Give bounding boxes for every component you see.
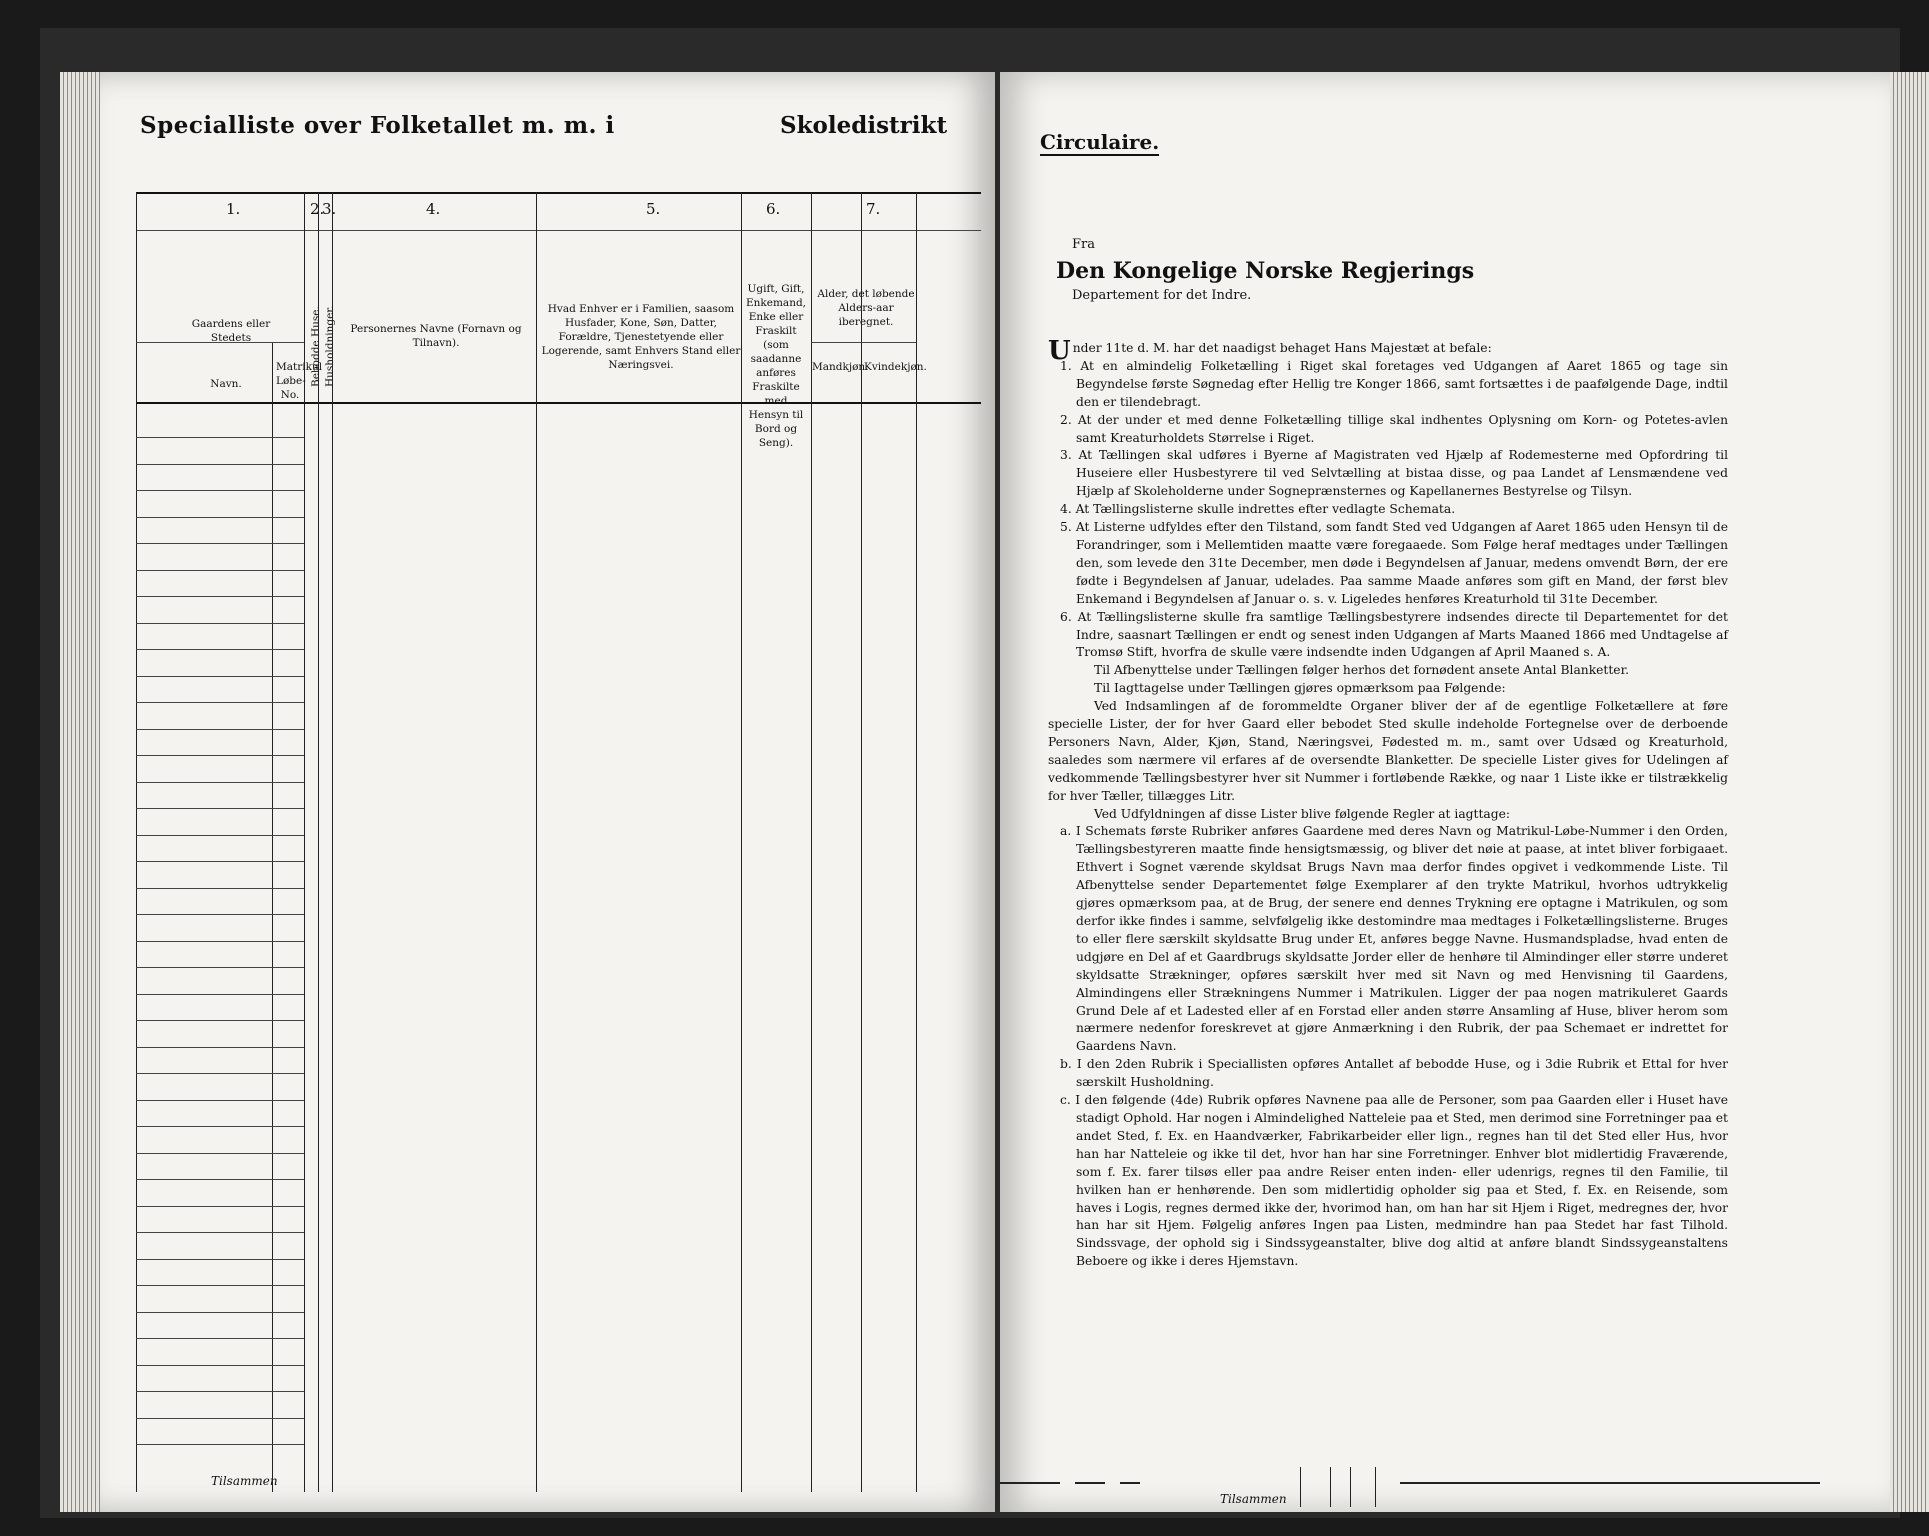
col1-sub-rule <box>272 342 273 1492</box>
col-number-5: 5. <box>646 200 661 218</box>
item-2: 2. At der under et med denne Folketælling tillige skal indhentes Oplysning om Korn- og Potetes-avlen samt Kreaturholdets Størrelse i Riget. <box>1060 412 1728 445</box>
total-rule <box>1075 1482 1105 1484</box>
table-row-rule <box>136 1391 304 1392</box>
col-number-3: 3. <box>322 200 337 218</box>
table-row-rule <box>136 941 304 942</box>
col-number-2: 2. <box>310 200 325 218</box>
table-row-rule <box>136 861 304 862</box>
table-row-rule <box>136 914 304 915</box>
table-row-rule <box>136 782 304 783</box>
table-row-rule <box>136 967 304 968</box>
table-row-rule <box>136 835 304 836</box>
right-page <box>1000 72 1890 1512</box>
circulaire-title: Circulaire. <box>1040 130 1160 154</box>
table-column-rule <box>861 192 862 1492</box>
table-row-rule <box>136 808 304 809</box>
book-spread <box>40 28 1900 1518</box>
drop-cap: U <box>1048 336 1071 366</box>
col3-heading: Husholdninger. <box>324 305 336 387</box>
col7-heading: Alder, det løbende Alders-aar iberegnet. <box>817 288 915 328</box>
table-row-rule <box>136 676 304 677</box>
table-column-rule <box>332 192 333 1492</box>
table-row-rule <box>136 729 304 730</box>
table-row-rule <box>136 464 304 465</box>
department-name: Den Kongelige Norske Regjerings <box>1056 258 1475 284</box>
table-row-rule <box>136 1418 304 1419</box>
table-row-rule <box>136 623 304 624</box>
col2-heading: Bebodde Huse. <box>310 306 322 387</box>
table-column-rule <box>741 192 742 1492</box>
item-6: 6. At Tællingslisterne skulle fra samtlige Tællingsbestyrere indsendes directe til Departementet for det Indre, saasnart Tællingen er endt og senest inden Udgangen af Marts Maaned 1866 med Undtagelse af Tromsø Stift, hvorfra de skulle være indsendte inden Udgangen af April Maaned s. A. <box>1060 609 1728 660</box>
col1-sub-matrikul: Matrikul Løbe-No. <box>276 361 323 401</box>
table-row-rule <box>136 1365 304 1366</box>
table-row-rule <box>136 994 304 995</box>
table-row-rule <box>136 1259 304 1260</box>
col-number-4: 4. <box>426 200 441 218</box>
col7-sub-kvindekjon: Kvindekjøn. <box>864 361 927 373</box>
rule-c: c. I den følgende (4de) Rubrik opføres Navnene paa alle de Personer, som paa Gaarden eller i Huset have stadigt Ophold. Har nogen i Almindelighed Natteleie paa et Sted, men derimod sine Forretninger paa et andet Sted, f. Ex. en Haandværker, Fabrikarbeider eller lign., regnes han til det Sted eller Hus, hvor han har Natteleie og ikke til det, hvor han har sine Forretninger. Enhver blot midlertidig Fraværende, som f. Ex. farer tilsøs eller paa andre Reiser enten inden- eller udenrigs, regnes til den Familie, til hvilken han er henhørende. Den som midlertidig opholder sig paa et Sted, f. Ex. en Reisende, som haves i Logis, regnes dermed ikke der, hvorimod han, om han har sit Hjem i Riget, medregnes der, hvor han har sit Hjem. Følgelig anføres Ingen paa Listen, medmindre han paa Stedet har fast Tilhold. Sindssvage, der ophold sig i Sindssygeanstalter, blive dog altid at anføre blandt Sindssygeanstaltens Beboere og ikke i deres Hjemstavn. <box>1060 1093 1728 1269</box>
col5-heading: Hvad Enhver er i Familien, saasom Husfader, Kone, Søn, Datter, Forældre, Tjenestetyende eller Logerende, samt Enhvers Stand eller Næringsvei. <box>541 303 741 371</box>
table-row-rule <box>136 1312 304 1313</box>
col-number-7: 7. <box>866 200 881 218</box>
total-rule <box>1120 1482 1140 1484</box>
total-rule <box>1400 1482 1820 1484</box>
table-row-rule <box>136 1444 304 1445</box>
total-tick <box>1375 1467 1376 1507</box>
table-header-rule <box>136 402 981 404</box>
table-row-rule <box>136 755 304 756</box>
fra-label: Fra <box>1072 237 1095 252</box>
table-row-rule <box>136 596 304 597</box>
para-indsamlingen: Ved Indsamlingen af de forommeldte Organer bliver der af de egentlige Folketællere at føre specielle Lister, der for hver Gaard eller bebodet Sted skulle indeholde Fortegnelse over de derboende Personers Navn, Alder, Kjøn, Stand, Næringsvei, Fødested m. m., samt over Udsæd og Kreaturhold, saaledes som nærmere vil erfares af de oversendte Blanketter. De specielle Lister gives for Udelingen af vedkommende Tællingsbestyrer hver sit Nummer i fortløbende Række, og naar 1 Liste ikke er tilstrækkelig for hver Tæller, tillægges Litr. <box>1048 699 1728 803</box>
circular-body <box>1048 336 1728 1271</box>
table-column-rule <box>811 192 812 1492</box>
left-tilsammen: Tilsammen <box>211 1474 278 1488</box>
table-row-rule <box>136 1100 304 1101</box>
census-table <box>136 192 981 1492</box>
col7-sub-hrule <box>811 342 916 343</box>
table-row-rule <box>136 543 304 544</box>
col1-sub-navn: Navn. <box>210 378 242 390</box>
table-row-rule <box>136 888 304 889</box>
right-tilsammen: Tilsammen <box>1220 1492 1287 1506</box>
col-number-1: 1. <box>226 200 241 218</box>
table-column-rule <box>318 192 319 1492</box>
table-column-rule <box>304 192 305 1492</box>
table-row-rule <box>136 1285 304 1286</box>
table-row-rule <box>136 517 304 518</box>
table-row-rule <box>136 490 304 491</box>
left-page-header-district: Skoledistrikt <box>780 112 948 139</box>
col1-sub-hrule <box>136 342 304 343</box>
item-4: 4. At Tællingslisterne skulle indrettes efter vedlagte Schemata. <box>1060 502 1456 517</box>
table-column-rule <box>136 192 137 1492</box>
para-blanketter: Til Afbenyttelse under Tællingen følger herhos det fornødent ansete Antal Blanketter. <box>1094 663 1630 678</box>
table-column-rule <box>916 192 917 1492</box>
left-page-edges <box>60 72 100 1512</box>
table-row-rule <box>136 437 304 438</box>
table-row-rule <box>136 1232 304 1233</box>
table-row-rule <box>136 649 304 650</box>
col1-heading: Gaardens eller Stedets <box>191 318 271 344</box>
item-5: 5. At Listerne udfyldes efter den Tilstand, som fandt Sted ved Udgangen af Aaret 1865 uden Hensyn til de Forandringer, som i Mellemtiden maatte være foregaaede. Som Følge heraf medtages under Tællingen den, som levede den 31te December, men døde i Begyndelsen af Januar, medens omvendt Børn, der ere fødte i Begyndelsen af Januar, udelades. Paa samme Maade anføres som gift en Mand, der først blev Enkemand i Begyndelsen af Januar o. s. v. Ligeledes henføres Kreaturhold til 31te December. <box>1060 520 1728 606</box>
rule-a: a. I Schemats første Rubriker anføres Gaardene med deres Navn og Matrikul-Løbe-Nummer i den Orden, Tællingsbestyreren maatte finde hensigtsmæssig, og bliver det nøie at paase, at intet bliver forbigaaet. Ethvert i Sognet værende skyldsat Brugs Navn maa derfor findes opgivet i vedkommende Liste. Til Afbenyttelse sender Departementet følge Exemplarer af den trykte Matrikul, hvorhos udtrykkelig gjøres opmærksom paa, at de Brug, der senere end dennes Trykning ere optagne i Matrikulen, og som derfor ikke findes i samme, selvfølgelig ikke destomindre maa medtages i Folketællingslisterne. Bruges to eller flere særskilt skyldsatte Brug under Et, anføres begge Navne. Husmandspladse, hvad enten de udgjøre en Del af et Gaardbrugs skyldsatte Jorder eller de henhøre til Almindinger eller større underet skyldsatte Strækninger, opføres særskilt hver med sit Navn og med Henvisning til Gaardens, Almindingens eller Strækningens Nummer i Matrikulen. Ligger der paa nogen matrikuleret Gaards Grund Dele af et Ladested eller af en Forstad eller anden større Ansamling af Huse, bliver herom som nærmere nedenfor foreskrevet at gjøre Anmærkning i den Rubrik, der paa Schemaet er indrettet for Gaardens Navn. <box>1060 824 1728 1054</box>
total-rule <box>1000 1482 1060 1484</box>
item-3: 3. At Tællingen skal udføres i Byerne af Magistraten ved Hjælp af Rodemesterne med Opfordring til Huseiere eller Husbestyrere til ved Selvtælling at bistaa disse, og paa Landet af Lensmændene ved Hjælp af Skoleholderne under Sogneprænsternes og Kapellanernes Bestyrelse og Tilsyn. <box>1060 448 1728 499</box>
total-tick <box>1300 1467 1301 1507</box>
table-row-rule <box>136 702 304 703</box>
left-page-header: Specialliste over Folketallet m. m. i <box>140 112 615 139</box>
col-number-6: 6. <box>766 200 781 218</box>
right-page-edges <box>1890 72 1929 1512</box>
table-row-rule <box>136 1047 304 1048</box>
total-tick <box>1330 1467 1331 1507</box>
left-page <box>100 72 995 1512</box>
table-row-rule <box>136 1020 304 1021</box>
intro-text: nder 11te d. M. har det naadigst behaget Hans Majestæt at befale: <box>1072 341 1492 355</box>
table-top-rule <box>136 192 981 194</box>
table-column-rule <box>536 192 537 1492</box>
table-row-rule <box>136 1338 304 1339</box>
table-row-rule <box>136 1206 304 1207</box>
para-iagttagelse: Til Iagttagelse under Tællingen gjøres opmærksom paa Følgende: <box>1094 681 1506 696</box>
col7-sub-mandkjon: Mandkjøn. <box>812 361 869 373</box>
col6-heading: Ugift, Gift, Enkemand, Enke eller Fraskilt (som saadanne anføres Fraskilte med Hensyn til Bord og Seng). <box>745 283 807 449</box>
para-udfyldningen: Ved Udfyldningen af disse Lister blive følgende Regler at iagttage: <box>1094 806 1511 821</box>
rule-b: b. I den 2den Rubrik i Speciallisten opføres Antallet af bebodde Huse, og i 3die Rubrik et Ettal for hver særskilt Husholdning. <box>1060 1057 1728 1090</box>
table-row-rule <box>136 1073 304 1074</box>
table-row-rule <box>136 1126 304 1127</box>
table-number-rule <box>136 230 981 231</box>
department-subtitle: Departement for det Indre. <box>1072 288 1252 303</box>
total-tick <box>1350 1467 1351 1507</box>
col4-heading: Personernes Navne (Fornavn og Tilnavn). <box>350 323 522 349</box>
table-row-rule <box>136 1179 304 1180</box>
table-row-rule <box>136 570 304 571</box>
table-row-rule <box>136 1153 304 1154</box>
item-1: 1. At en almindelig Folketælling i Riget skal foretages ved Udgangen af Aaret 1865 og tage sin Begyndelse første Søgnedag efter Hellig tre Konger 1866, samt fortsættes i de paafølgende Dage, indtil den er tilendebragt. <box>1060 358 1728 409</box>
